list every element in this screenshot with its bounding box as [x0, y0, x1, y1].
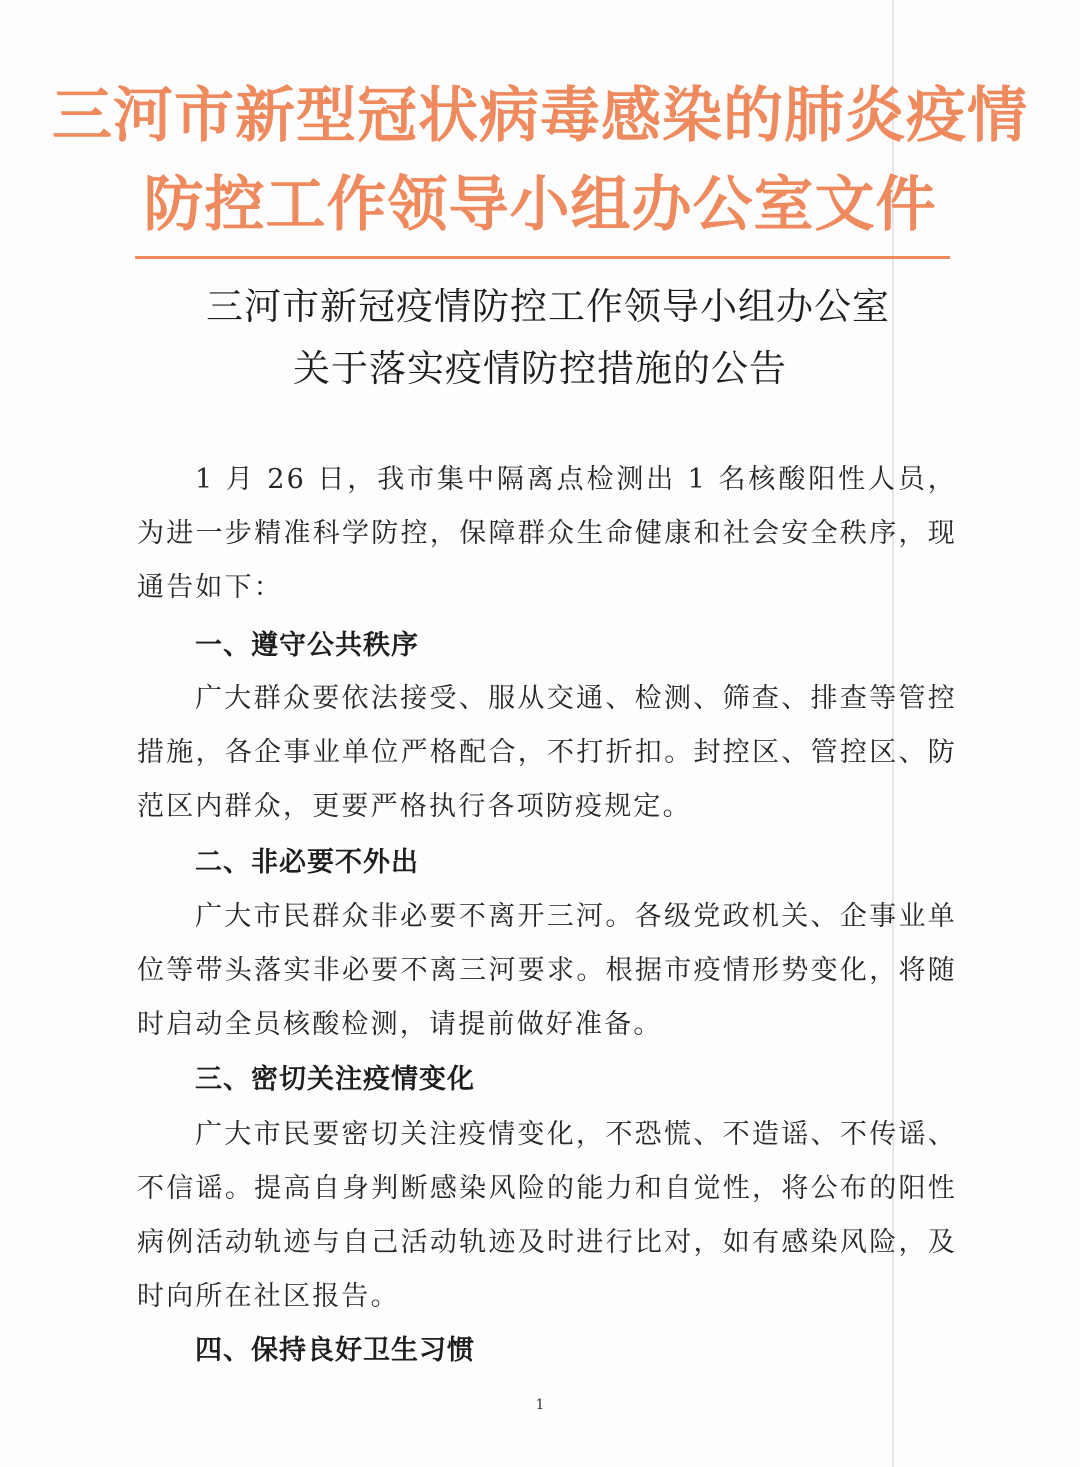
section-heading-2: 二、非必要不外出 [195, 847, 419, 878]
section-heading-1: 一、遵守公共秩序 [195, 630, 419, 661]
page-number: 1 [535, 1397, 545, 1413]
section-heading-4: 四、保持良好卫生习惯 [195, 1335, 475, 1366]
section-body-3: 广大市民要密切关注疫情变化，不恐慌、不造谣、不传谣、不信谣。提高自身判断感染风险的能力和自觉性，将公布的阳性病例活动轨迹与自己活动轨迹及时进行比对，如有感染风险，及时向所在社区报告。 [137, 1119, 957, 1312]
notice-title-line-1: 三河市新冠疫情防控工作领导小组办公室 [206, 285, 890, 328]
red-header-rule [135, 256, 950, 259]
red-header-line-1: 三河市新型冠状病毒感染的肺炎疫情 [52, 81, 1028, 151]
notice-title-line-2: 关于落实疫情防控措施的公告 [293, 347, 787, 390]
section-heading-3: 三、密切关注疫情变化 [195, 1064, 475, 1095]
section-body-1: 广大群众要依法接受、服从交通、检测、筛查、排查等管控措施，各企事业单位严格配合，不打折扣。封控区、管控区、防范区内群众，更要严格执行各项防疫规定。 [137, 683, 957, 822]
intro-paragraph: 1 月 26 日，我市集中隔离点检测出 1 名核酸阳性人员，为进一步精准科学防控，保障群众生命健康和社会安全秩序，现通告如下： [137, 464, 957, 603]
red-header-line-2: 防控工作领导小组办公室文件 [143, 170, 937, 240]
section-body-2: 广大市民群众非必要不离开三河。各级党政机关、企事业单位等带头落实非必要不离三河要求。根据市疫情形势变化，将随时启动全员核酸检测，请提前做好准备。 [137, 901, 957, 1040]
